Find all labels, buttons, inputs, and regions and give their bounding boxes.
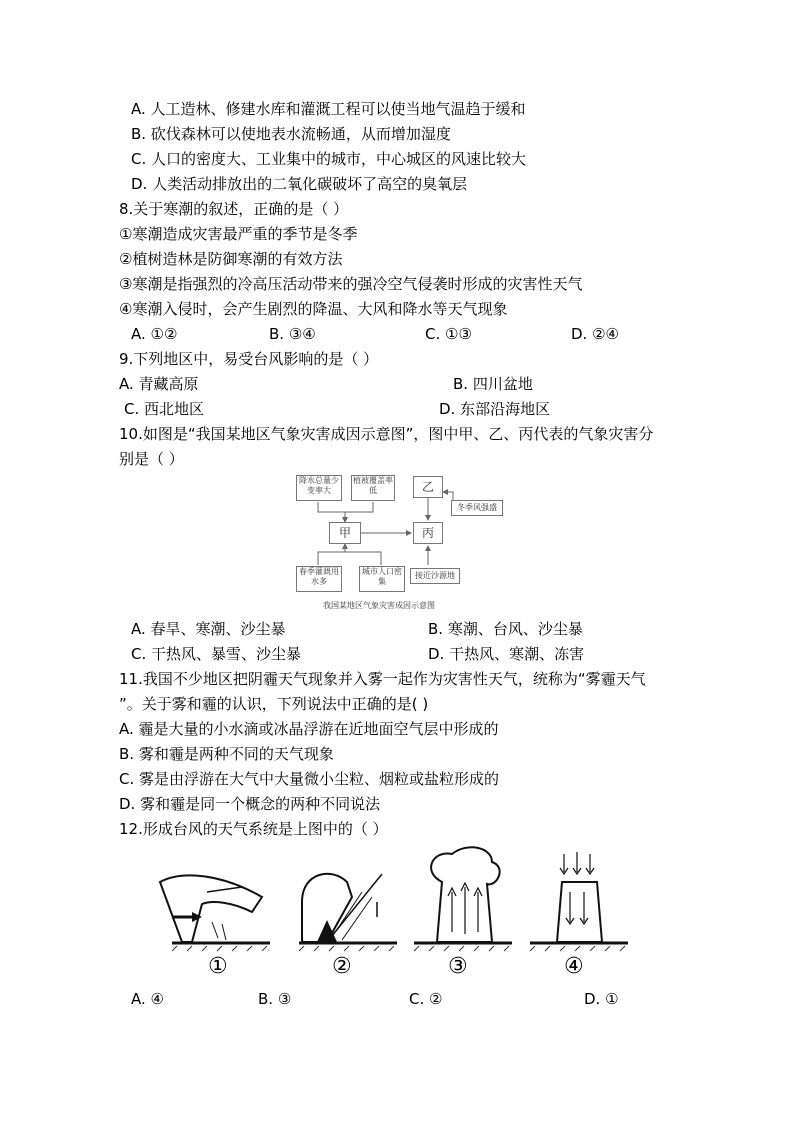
- q11-option-d: D. 雾和霾是同一个概念的两种不同说法: [119, 795, 381, 813]
- q12-option-b: B. ③: [258, 990, 292, 1008]
- diagram-box-winter-monsoon: 冬季风强盛: [451, 500, 503, 516]
- q11-stem-line1: 11.我国不少地区把阴霾天气现象并入雾一起作为灾害性天气，统称为“雾霾天气: [119, 670, 646, 688]
- q10-stem-line1: 10.如图是“我国某地区气象灾害成因示意图”，图中甲、乙、丙代表的气象灾害分: [119, 425, 654, 443]
- q10-option-c: C. 干热风、暴雪、沙尘暴: [131, 645, 302, 663]
- weather-systems-figure: [152, 842, 636, 982]
- figure-label-1: ①: [208, 954, 228, 979]
- q9-stem: 9.下列地区中，易受台风影响的是（ ）: [119, 350, 379, 368]
- diagram-box-yi: 乙: [413, 476, 443, 498]
- q9-option-d: D. 东部沿海地区: [439, 400, 551, 418]
- q7-option-d: D. 人类活动排放出的二氧化碳破坏了高空的臭氧层: [131, 175, 468, 193]
- q8-item-4: ④寒潮入侵时，会产生剧烈的降温、大风和降水等天气现象: [119, 300, 508, 318]
- figure-label-3: ③: [448, 954, 468, 979]
- diagram-caption: 我国某地区气象灾害成因示意图: [323, 601, 435, 610]
- q8-option-d: D. ②④: [571, 325, 619, 343]
- diagram-box-irrigation: 春季灌溉用水多: [296, 566, 342, 592]
- q10-stem-line2: 别是（ ）: [119, 450, 184, 468]
- q10-option-b: B. 寒潮、台风、沙尘暴: [428, 620, 583, 638]
- weather-hazard-diagram: [293, 472, 503, 612]
- q12-stem: 12.形成台风的天气系统是上图中的（ ）: [119, 820, 388, 838]
- q11-option-c: C. 雾是由浮游在大气中大量微小尘粒、烟粒或盐粒形成的: [119, 770, 500, 788]
- q8-item-3: ③寒潮是指强烈的冷高压活动带来的强冷空气侵袭时形成的灾害性天气: [119, 275, 583, 293]
- q7-option-b: B. 砍伐森林可以使地表水流畅通，从而增加湿度: [131, 125, 451, 143]
- q7-option-a: A. 人工造林、修建水库和灌溉工程可以使当地气温趋于缓和: [131, 100, 526, 118]
- q12-option-a: A. ④: [131, 990, 164, 1008]
- q12-option-d: D. ①: [584, 990, 619, 1008]
- q9-option-c: C. 西北地区: [124, 400, 205, 418]
- q9-option-a: A. 青藏高原: [119, 375, 199, 393]
- diagram-box-jia: 甲: [329, 522, 361, 544]
- q8-item-2: ②植树造林是防御寒潮的有效方法: [119, 250, 343, 268]
- q11-stem-line2: ”。关于雾和霾的认识，下列说法中正确的是( ): [119, 695, 429, 713]
- q8-option-c: C. ①③: [425, 325, 472, 343]
- figure-label-2: ②: [332, 954, 352, 979]
- q8-option-b: B. ③④: [269, 325, 316, 343]
- diagram-box-precipitation: 降水总量少变率大: [296, 475, 342, 501]
- figure-label-4: ④: [564, 954, 584, 979]
- q10-option-d: D. 干热风、寒潮、冻害: [428, 645, 585, 663]
- q10-option-a: A. 春旱、寒潮、沙尘暴: [131, 620, 286, 638]
- q8-stem: 8.关于寒潮的叙述，正确的是（ ）: [119, 200, 349, 218]
- diagram-box-desert: 接近沙源地: [410, 568, 460, 584]
- q12-option-c: C. ②: [409, 990, 443, 1008]
- q11-option-b: B. 雾和霾是两种不同的天气现象: [119, 745, 334, 763]
- q11-option-a: A. 霾是大量的小水滴或冰晶浮游在近地面空气层中形成的: [119, 720, 499, 738]
- diagram-box-city: 城市人口密集: [359, 566, 405, 592]
- q9-option-b: B. 四川盆地: [453, 375, 533, 393]
- q8-item-1: ①寒潮造成灾害最严重的季节是冬季: [119, 225, 358, 243]
- q7-option-c: C. 人口的密度大、工业集中的城市，中心城区的风速比较大: [131, 150, 527, 168]
- diagram-box-vegetation: 植被覆盖率低: [351, 475, 395, 501]
- q8-option-a: A. ①②: [131, 325, 178, 343]
- diagram-box-bing: 丙: [413, 522, 443, 544]
